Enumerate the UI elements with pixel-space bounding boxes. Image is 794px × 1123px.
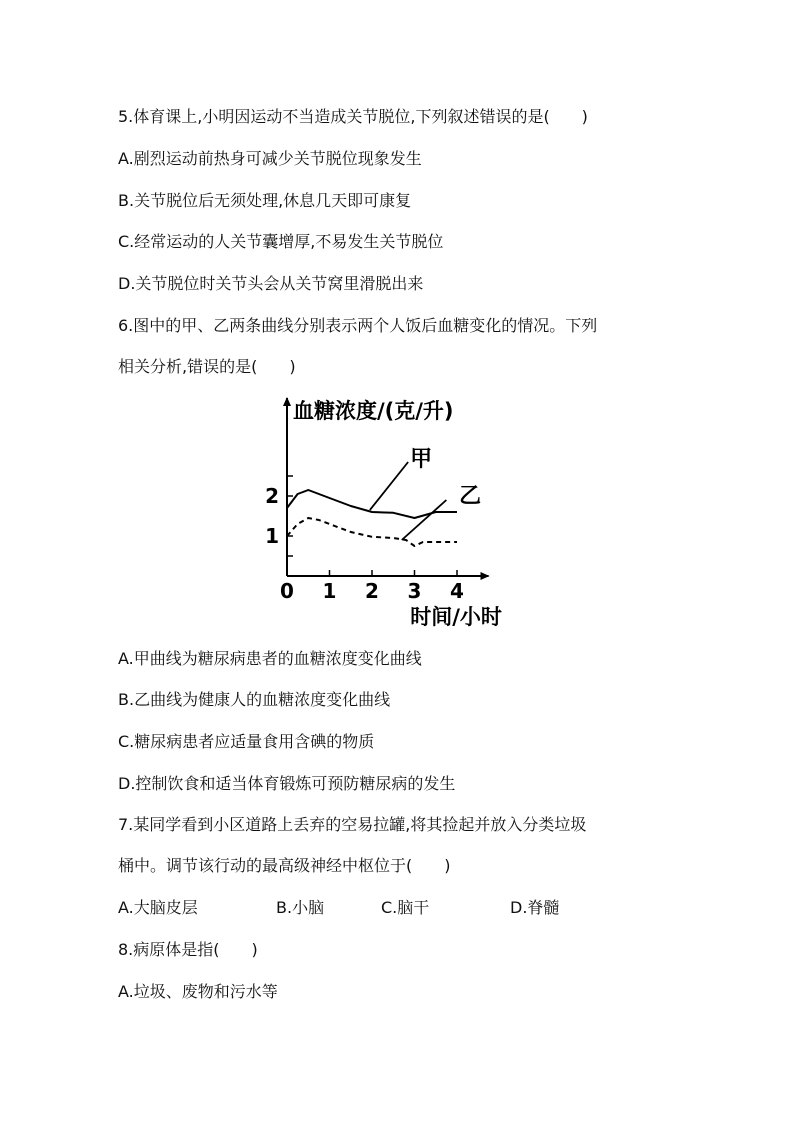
y-axis-label: 血糖浓度/(克/升) [293, 399, 454, 423]
q6-option-b: B.乙曲线为健康人的血糖浓度变化曲线 [118, 690, 391, 709]
q5-stem: 5.体育课上,小明因运动不当造成关节脱位,下列叙述错误的是( ) [118, 107, 588, 126]
q6-option-a: A.甲曲线为糖尿病患者的血糖浓度变化曲线 [118, 649, 422, 668]
q7-option-a: A.大脑皮层 [118, 898, 198, 917]
x-axis-label: 时间/小时 [410, 605, 502, 629]
yi-label: 乙 [459, 484, 482, 510]
q8-option-a: A.垃圾、废物和污水等 [118, 982, 278, 1001]
yi-leader-line [402, 500, 447, 540]
jia-label: 甲 [410, 447, 433, 472]
q5-option-c: C.经常运动的人关节囊增厚,不易发生关节脱位 [118, 232, 444, 251]
q5-option-d: D.关节脱位时关节头会从关节窝里滑脱出来 [118, 274, 424, 293]
q5-option-a: A.剧烈运动前热身可减少关节脱位现象发生 [118, 149, 422, 168]
q7-option-c: C.脑干 [381, 898, 430, 917]
q5-option-b: B.关节脱位后无须处理,休息几天即可康复 [118, 191, 412, 210]
q7-stem-line2: 桶中。调节该行动的最高级神经中枢位于( ) [118, 856, 451, 875]
q7-stem-line1: 7.某同学看到小区道路上丢弃的空易拉罐,将其捡起并放入分类垃圾 [118, 815, 587, 834]
x-tick-label-4: 4 [450, 579, 464, 603]
x-tick-label-2: 2 [365, 579, 379, 603]
y-tick-label-1: 1 [265, 524, 279, 548]
x-tick-label-1: 1 [322, 579, 337, 603]
blood-sugar-chart [265, 390, 535, 635]
jia-leader-line [370, 462, 408, 510]
q6-stem-line2: 相关分析,错误的是( ) [118, 357, 296, 376]
x-tick-label-0: 0 [280, 579, 294, 603]
q7-options-row [118, 898, 638, 918]
series-line-yi [287, 518, 457, 546]
q7-option-b: B.小脑 [276, 898, 325, 917]
y-tick-label-2: 2 [265, 484, 279, 508]
x-tick-label-3: 3 [407, 579, 422, 603]
q8-stem: 8.病原体是指( ) [118, 940, 258, 959]
q6-option-c: C.糖尿病患者应适量食用含碘的物质 [118, 732, 375, 751]
q6-option-d: D.控制饮食和适当体育锻炼可预防糖尿病的发生 [118, 774, 456, 793]
q7-option-d: D.脊髓 [510, 898, 560, 917]
q6-stem-line1: 6.图中的甲、乙两条曲线分别表示两个人饭后血糖变化的情况。下列 [118, 316, 598, 335]
